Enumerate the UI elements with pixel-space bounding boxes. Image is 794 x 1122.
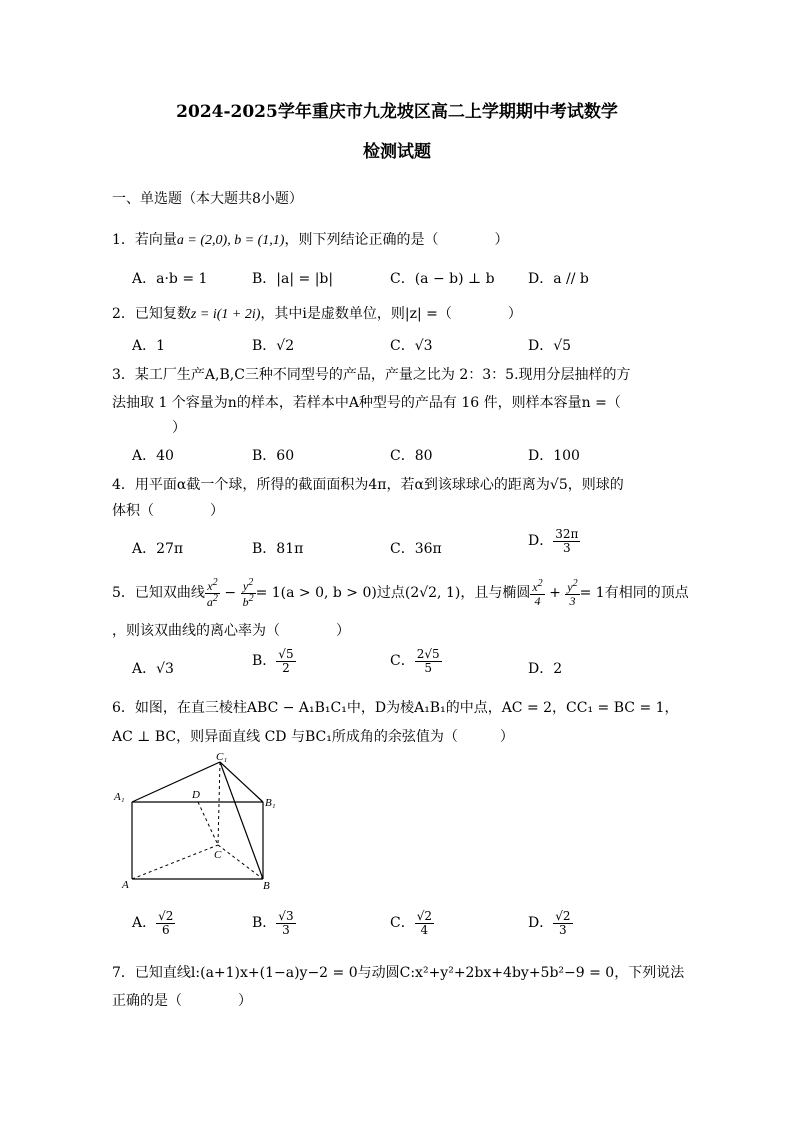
- question-1-post: ，则下列结论正确的是（ ）: [284, 232, 509, 248]
- q6-option-c-fraction: $\frac{√2}{4}$: [416, 909, 432, 937]
- q5-option-d: D．2: [528, 661, 563, 677]
- q1-option-c: C．(a − b) ⊥ b: [390, 271, 495, 287]
- question-5-post: = 1有相同的顶点: [579, 585, 689, 602]
- question-3-line-2: 法抽取 1 个容量为n的样本，若样本中A种型号的产品有 16 件，则样本容量n =（: [112, 395, 621, 411]
- question-7-line-2: 正确的是（ ）: [112, 993, 252, 1009]
- q6-option-b-fraction: $\frac{√3}{3}$: [278, 909, 294, 937]
- question-4-line-2: 体积（ ）: [112, 503, 224, 519]
- edge-c1-b: [220, 762, 263, 879]
- question-1-number: 1．: [112, 232, 135, 248]
- q6-option-c: C． $\frac{√2}{4}$: [390, 909, 432, 937]
- question-5-mid: = 1(a > 0, b > 0)过点(2√2, 1)，且与椭圆: [255, 585, 531, 602]
- q2-option-c: C．√3: [390, 338, 433, 354]
- edge-a1-c1: [132, 762, 220, 802]
- q6-option-d: D． $\frac{√2}{3}$: [528, 909, 571, 937]
- q2-option-b: B．√2: [252, 338, 295, 354]
- label-d: D: [192, 789, 200, 801]
- q3-option-a: A．40: [132, 448, 174, 464]
- label-a: A: [122, 879, 129, 891]
- label-c: C: [214, 849, 222, 861]
- q2-option-a: A．1: [132, 338, 166, 354]
- q5-option-b-fraction: $\frac{√5}{2}$: [278, 647, 294, 675]
- q5-option-b: B． $\frac{√5}{2}$: [252, 647, 294, 675]
- section-heading: 一、单选题（本大题共8小题）: [112, 191, 303, 207]
- question-2-post: ，其中i是虚数单位，则|z| =（ ）: [260, 306, 522, 322]
- question-1-pre: 若向量: [134, 232, 177, 248]
- q5-option-c-fraction: $\frac{2√5}{5}$: [416, 647, 440, 675]
- question-1-math: a = (2,0), b = (1,1): [176, 233, 285, 248]
- q3-option-c: C．80: [390, 448, 433, 464]
- question-3-line-1: 3．某工厂生产A,B,C三种不同型号的产品，产量之比为 2：3：5.现用分层抽样的方: [112, 367, 631, 383]
- label-b: B: [263, 880, 270, 892]
- q5-option-a: A．√3: [132, 661, 174, 677]
- question-5-pre: 5．已知双曲线: [112, 585, 205, 602]
- q4-option-a: A．27π: [132, 541, 184, 557]
- q2-option-d: D．√5: [528, 338, 572, 354]
- q6-option-b: B． $\frac{√3}{3}$: [252, 909, 294, 937]
- hyperbola-term-y: $\frac{y^2}{b^2}$: [242, 577, 254, 609]
- q6-option-d-fraction: $\frac{√2}{3}$: [555, 909, 571, 937]
- q4-option-b: B．81π: [252, 541, 304, 557]
- question-5-line-2: ，则该双曲线的离心率为（ ）: [112, 623, 350, 639]
- question-5-line-1: 5．已知双曲线 $\frac{x^2}{a^2}$ − $\frac{y^2}{b^2}$ = 1(a > 0, b > 0)过点(2√2, 1)，且与椭圆 $\frac{x^2}{4}$ + $\frac{y^2}{3}$ = 1有相同的顶点: [112, 577, 689, 609]
- prism-figure: [112, 752, 287, 892]
- q1-option-d: D．a // b: [528, 271, 589, 287]
- question-2-math: z = i(1 + 2i): [190, 307, 261, 322]
- label-c1: C₁: [216, 752, 228, 763]
- q6-option-a-fraction: $\frac{√2}{6}$: [158, 909, 174, 937]
- edge-c1-b1: [220, 762, 263, 802]
- question-6-line-2: AC ⊥ BC，则异面直线 CD 与BC₁所成角的余弦值为（ ）: [112, 729, 514, 745]
- q1-option-a: A．a·b = 1: [132, 271, 208, 287]
- q3-option-d: D．100: [528, 448, 580, 464]
- question-2-number: 2．: [112, 306, 135, 322]
- document-title: 2024-2025学年重庆市九龙坡区高二上学期期中考试数学: [176, 102, 618, 122]
- q4-option-d: [528, 528, 580, 554]
- ellipse-term-x: $\frac{x^2}{4}$: [532, 578, 543, 608]
- question-7-line-1: 7．已知直线l:(a+1)x+(1−a)y−2 = 0与动圆C:x²+y²+2bx+4by+5b²−9 = 0，下列说法: [112, 965, 685, 981]
- label-a1: A₁: [114, 791, 125, 803]
- label-b1: B₁: [265, 797, 276, 809]
- edge-a-c: [132, 845, 218, 879]
- q6-option-a: A． $\frac{√2}{6}$: [132, 909, 174, 937]
- question-6-line-1: 6．如图，在直三棱柱ABC − A₁B₁C₁中，D为棱A₁B₁的中点，AC = 2，CC₁ = BC = 1，: [112, 700, 679, 716]
- q4-option-c: C．36π: [390, 541, 442, 557]
- question-2: [112, 303, 522, 323]
- question-1: [112, 229, 508, 249]
- question-3-line-3: ）: [172, 420, 186, 436]
- q4-option-d-label: D．: [528, 533, 554, 550]
- question-2-pre: 已知复数: [134, 306, 191, 322]
- q4-option-d-fraction: $\frac{32\pi}{3}$: [555, 527, 579, 555]
- segment-d-c: [198, 802, 218, 845]
- q3-option-b: B．60: [252, 448, 295, 464]
- q1-option-b: B．|a| = |b|: [252, 271, 334, 287]
- question-4-line-1: 4．用平面α截一个球，所得的截面面积为4π，若α到该球球心的距离为√5，则球的: [112, 477, 624, 493]
- document-subtitle: 检测试题: [363, 142, 431, 162]
- ellipse-term-y: $\frac{y^2}{3}$: [567, 578, 578, 608]
- q5-option-c: C． $\frac{2√5}{5}$: [390, 647, 440, 675]
- edge-c1-c: [218, 762, 220, 845]
- hyperbola-term-x: $\frac{x^2}{a^2}$: [206, 577, 218, 609]
